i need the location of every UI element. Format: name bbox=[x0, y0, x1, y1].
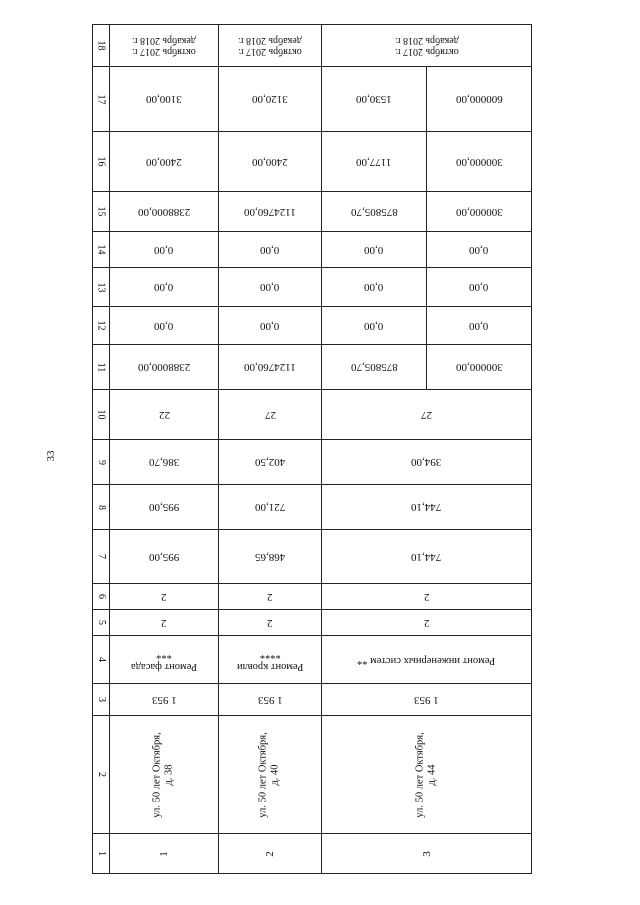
table-row bbox=[93, 530, 532, 584]
table-row bbox=[93, 345, 532, 390]
repair-schedule-table bbox=[92, 24, 532, 874]
value-cell: 744,10 bbox=[322, 485, 532, 530]
value-cell: 468,65 bbox=[219, 530, 322, 584]
year-cell: 1 953 bbox=[219, 684, 322, 716]
value-cell: 1530,00 bbox=[322, 67, 427, 132]
value-cell: 2 bbox=[110, 584, 219, 610]
value-cell: 0,00 bbox=[427, 268, 532, 307]
value-cell: 875805,70 bbox=[322, 345, 427, 390]
value-cell: 402,50 bbox=[219, 440, 322, 485]
table-row bbox=[93, 834, 532, 874]
column-index: 5 bbox=[93, 610, 110, 636]
column-index: 12 bbox=[93, 307, 110, 345]
value-cell: 2 bbox=[219, 610, 322, 636]
year-cell: 1 953 bbox=[110, 684, 219, 716]
period-cell: октябрь 2017 г. декабрь 2018 г. bbox=[219, 25, 322, 67]
period-cell: октябрь 2017 г. декабрь 2018 г. bbox=[110, 25, 219, 67]
table-row bbox=[93, 390, 532, 440]
value-cell: 386,70 bbox=[110, 440, 219, 485]
value-cell: 0,00 bbox=[110, 232, 219, 268]
value-cell: 600000,00 bbox=[427, 67, 532, 132]
value-cell: 1124760,00 bbox=[219, 345, 322, 390]
value-cell: 0,00 bbox=[322, 307, 427, 345]
table-row bbox=[93, 636, 532, 684]
address-cell: ул. 50 лет Октября, д. 38 bbox=[110, 716, 219, 834]
value-cell: 2400,00 bbox=[219, 132, 322, 192]
value-cell: 0,00 bbox=[219, 232, 322, 268]
value-cell: 1124760,00 bbox=[219, 192, 322, 232]
table-row bbox=[93, 192, 532, 232]
value-cell: 2388000,00 bbox=[110, 192, 219, 232]
value-cell: 3120,00 bbox=[219, 67, 322, 132]
value-cell: 2 bbox=[322, 584, 532, 610]
value-cell: 2388000,00 bbox=[110, 345, 219, 390]
value-cell: 995,00 bbox=[110, 485, 219, 530]
value-cell: 2400,00 bbox=[110, 132, 219, 192]
work-type-cell: Ремонт кровли **** bbox=[219, 636, 322, 684]
value-cell: 0,00 bbox=[322, 268, 427, 307]
column-index: 7 bbox=[93, 530, 110, 584]
period-cell: октябрь 2017 г. декабрь 2018 г. bbox=[322, 25, 532, 67]
table-row bbox=[93, 232, 532, 268]
column-index: 17 bbox=[93, 67, 110, 132]
value-cell: 0,00 bbox=[427, 307, 532, 345]
table-row bbox=[93, 132, 532, 192]
work-type-cell: Ремонт инженерных систем ** bbox=[322, 636, 532, 684]
value-cell: 1177,00 bbox=[322, 132, 427, 192]
column-index: 15 bbox=[93, 192, 110, 232]
column-index: 10 bbox=[93, 390, 110, 440]
table-row bbox=[93, 610, 532, 636]
column-index: 4 bbox=[93, 636, 110, 684]
value-cell: 875805,70 bbox=[322, 192, 427, 232]
address-cell: ул. 50 лет Октября, д. 44 bbox=[322, 716, 532, 834]
column-index: 14 bbox=[93, 232, 110, 268]
column-index: 13 bbox=[93, 268, 110, 307]
column-index: 18 bbox=[93, 25, 110, 67]
year-cell: 1 953 bbox=[322, 684, 532, 716]
row-number-cell: 3 bbox=[322, 834, 532, 874]
table-row bbox=[93, 268, 532, 307]
column-index: 6 bbox=[93, 584, 110, 610]
value-cell: 721,00 bbox=[219, 485, 322, 530]
value-cell: 0,00 bbox=[110, 307, 219, 345]
row-number-cell: 2 bbox=[219, 834, 322, 874]
table-row bbox=[93, 440, 532, 485]
value-cell: 2 bbox=[322, 610, 532, 636]
column-index: 2 bbox=[93, 716, 110, 834]
table-row bbox=[93, 485, 532, 530]
table-row bbox=[93, 584, 532, 610]
value-cell: 0,00 bbox=[219, 268, 322, 307]
column-index: 1 bbox=[93, 834, 110, 874]
column-index: 16 bbox=[93, 132, 110, 192]
value-cell: 0,00 bbox=[219, 307, 322, 345]
value-cell: 27 bbox=[322, 390, 532, 440]
column-index: 8 bbox=[93, 485, 110, 530]
column-index: 9 bbox=[93, 440, 110, 485]
row-number-cell: 1 bbox=[110, 834, 219, 874]
address-cell: ул. 50 лет Октября, д. 40 bbox=[219, 716, 322, 834]
table-row bbox=[93, 67, 532, 132]
value-cell: 3100,00 bbox=[110, 67, 219, 132]
work-type-cell: Ремонт фасада *** bbox=[110, 636, 219, 684]
column-index: 3 bbox=[93, 684, 110, 716]
value-cell: 0,00 bbox=[322, 232, 427, 268]
value-cell: 0,00 bbox=[110, 268, 219, 307]
table-row bbox=[93, 716, 532, 834]
page-number: 33 bbox=[45, 450, 57, 462]
table-row bbox=[93, 25, 532, 67]
column-index: 11 bbox=[93, 345, 110, 390]
value-cell: 300000,00 bbox=[427, 345, 532, 390]
table-row bbox=[93, 684, 532, 716]
value-cell: 394,00 bbox=[322, 440, 532, 485]
value-cell: 744,10 bbox=[322, 530, 532, 584]
value-cell: 22 bbox=[110, 390, 219, 440]
value-cell: 300000,00 bbox=[427, 192, 532, 232]
value-cell: 300000,00 bbox=[427, 132, 532, 192]
value-cell: 27 bbox=[219, 390, 322, 440]
value-cell: 995,00 bbox=[110, 530, 219, 584]
table-row bbox=[93, 307, 532, 345]
value-cell: 2 bbox=[219, 584, 322, 610]
value-cell: 0,00 bbox=[427, 232, 532, 268]
value-cell: 2 bbox=[110, 610, 219, 636]
